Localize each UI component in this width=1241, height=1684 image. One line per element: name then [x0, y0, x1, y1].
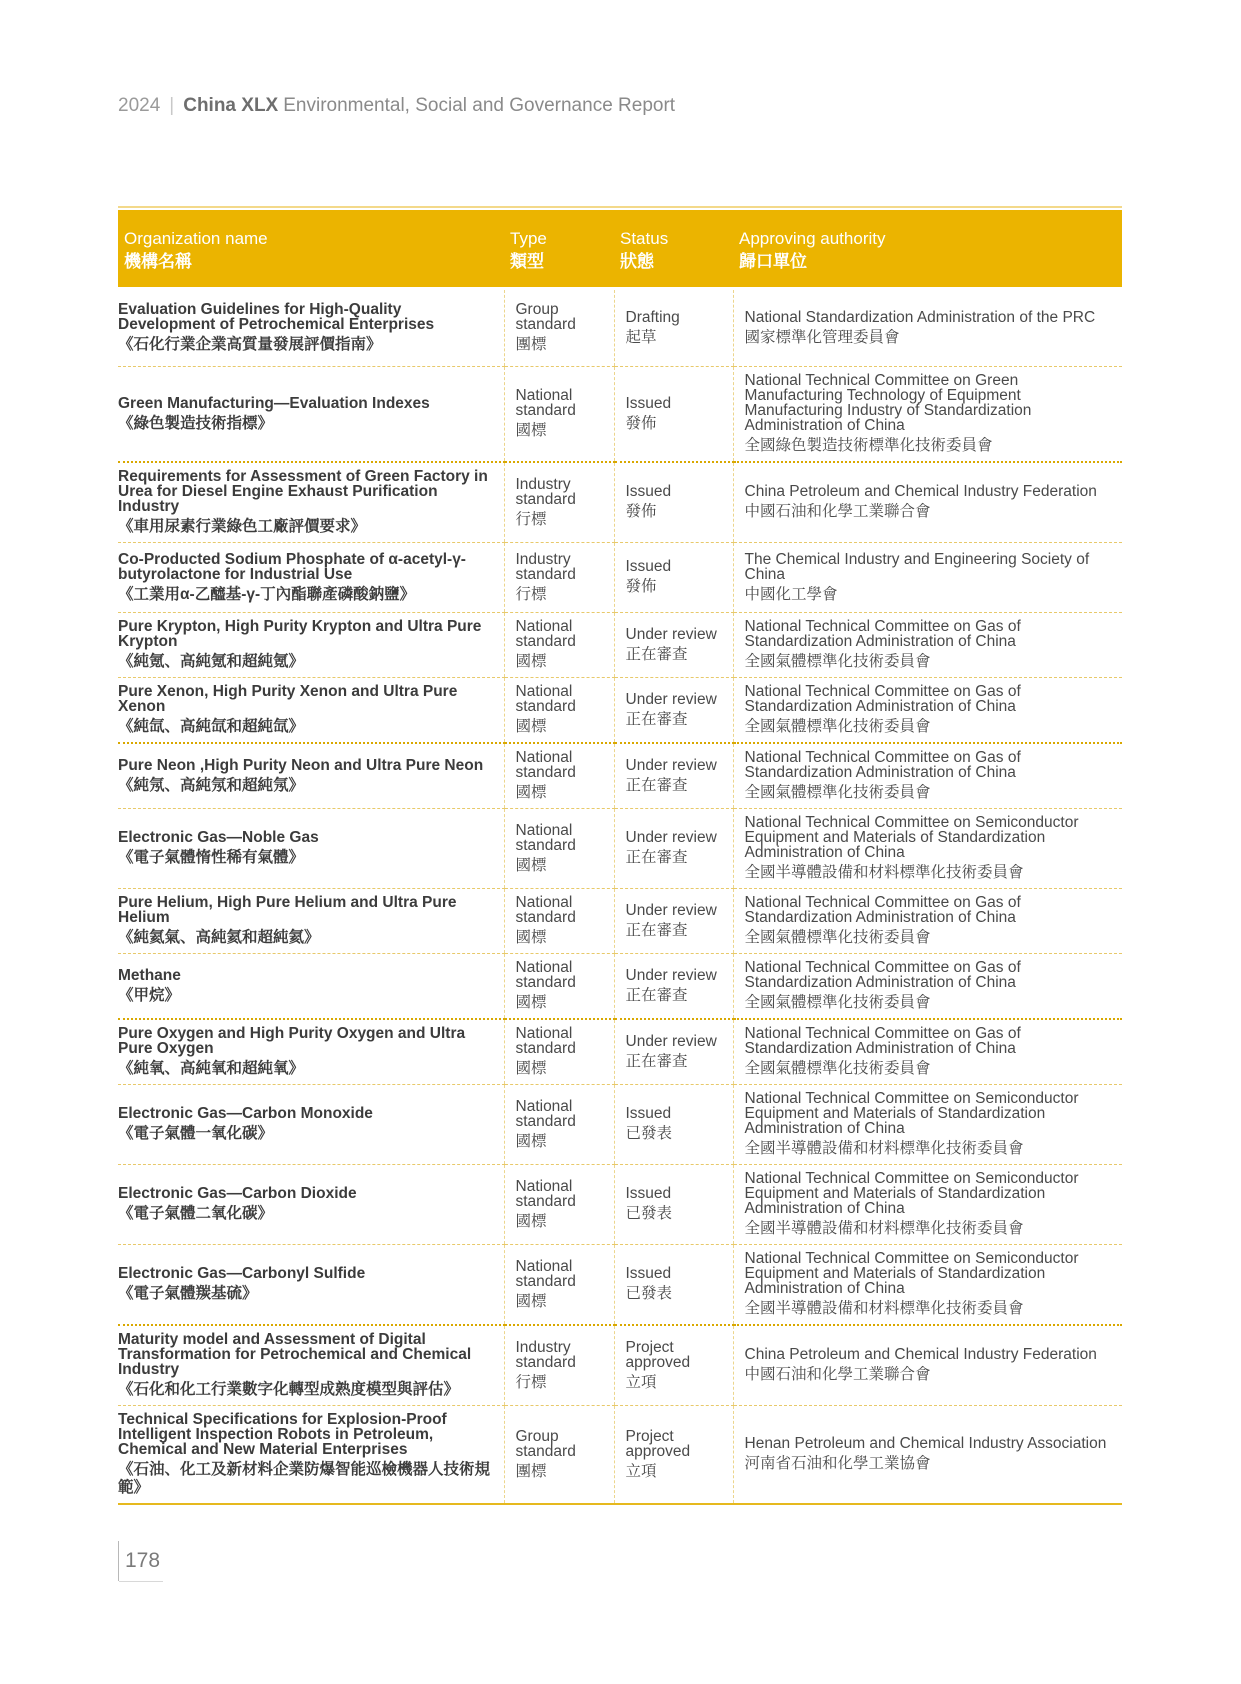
type-cell: [504, 613, 614, 678]
approving-authority-cell: [733, 367, 1122, 463]
standard-name-zh: 《電子氣體二氧化碳》: [118, 1205, 274, 1222]
status-zh: 正在審查: [625, 1052, 688, 1070]
status-en: Issued: [625, 1265, 672, 1282]
organization-name-cell: [118, 462, 504, 543]
approving-authority-cell: [733, 1165, 1122, 1245]
organization-name-cell: [118, 889, 504, 954]
approving-authority-cell: [733, 543, 1122, 613]
status-en: Under review: [625, 690, 717, 708]
type-zh: 國標: [515, 1060, 547, 1077]
approving-authority-cell: [733, 1245, 1122, 1326]
authority-en: The Chemical Industry and Engineering Society of China: [744, 550, 1090, 583]
type-en: Industry standard: [515, 1338, 576, 1371]
organization-name-cell: [118, 1325, 504, 1406]
table-row: [118, 809, 1122, 889]
standard-name-zh: 《石油、化工及新材料企業防爆智能巡檢機器人技術規範》: [118, 1461, 491, 1496]
standard-name-en: Methane: [118, 966, 181, 984]
type-en: Industry standard: [515, 550, 576, 583]
status-en: Under review: [625, 756, 717, 774]
type-zh: 國標: [515, 1132, 547, 1150]
table-row: [118, 1019, 1122, 1085]
approving-authority-cell: [733, 462, 1122, 543]
status-zh: 發佈: [625, 414, 657, 432]
status-cell: [614, 889, 733, 954]
organization-name-cell: [118, 1085, 504, 1165]
authority-en: National Technical Committee on Gas of Standardization Administration of China: [744, 894, 1021, 926]
type-cell: [504, 289, 614, 367]
authority-zh: 全國半導體設備和材料標準化技術委員會: [744, 1300, 1024, 1317]
header-organization-name: Organization name 機構名稱: [118, 210, 504, 289]
status-zh: 正在審查: [625, 645, 688, 663]
authority-en: National Technical Committee on Gas of Standardization Administration of China: [744, 683, 1021, 715]
status-en: Issued: [625, 558, 672, 575]
status-en: Issued: [625, 1185, 672, 1202]
status-en: Under review: [625, 829, 717, 846]
approving-authority-cell: [733, 889, 1122, 954]
standard-name-en: Requirements for Assessment of Green Factory in Urea for Diesel Engine Exhaust Purification Industry: [118, 468, 488, 515]
authority-en: National Technical Committee on Semiconductor Equipment and Materials of Standardization Administration of China: [744, 814, 1079, 861]
authority-zh: 全國綠色製造技術標準化技術委員會: [744, 437, 993, 454]
authority-en: National Technical Committee on Semiconductor Equipment and Materials of Standardization Administration of China: [744, 1170, 1079, 1217]
table-top-rule: [118, 206, 1122, 208]
table-row: [118, 367, 1122, 463]
standard-name-zh: 《綠色製造技術指標》: [118, 414, 274, 432]
type-zh: 國標: [515, 856, 547, 874]
type-en: Group standard: [515, 1427, 576, 1460]
authority-zh: 全國氣體標準化技術委員會: [744, 1060, 931, 1077]
authority-en: National Technical Committee on Gas of Standardization Administration of China: [744, 959, 1021, 991]
company-name: China XLX: [183, 95, 279, 116]
organization-name-cell: [118, 678, 504, 744]
standard-name-en: Co-Producted Sodium Phosphate of α-acetyl-γ-butyrolactone for Industrial Use: [118, 550, 466, 583]
type-cell: [504, 1019, 614, 1085]
report-year: 2024: [118, 95, 161, 116]
status-en: Issued: [625, 483, 672, 500]
type-en: Group standard: [515, 301, 576, 333]
standards-table: [118, 210, 1122, 1505]
header-status: Status 狀態: [614, 210, 733, 289]
type-cell: [504, 367, 614, 463]
type-zh: 國標: [515, 718, 547, 735]
type-cell: [504, 462, 614, 543]
type-zh: 行標: [515, 510, 547, 528]
standard-name-en: Electronic Gas—Carbon Dioxide: [118, 1185, 357, 1202]
type-cell: [504, 1085, 614, 1165]
approving-authority-cell: [733, 613, 1122, 678]
organization-name-cell: [118, 743, 504, 809]
header-approving-authority: Approving authority 歸口單位: [733, 210, 1122, 289]
type-cell: [504, 743, 614, 809]
standard-name-zh: 《石化和化工行業數字化轉型成熟度模型與評估》: [118, 1381, 460, 1398]
standard-name-zh: 《車用尿素行業綠色工廠評價要求》: [118, 518, 367, 535]
status-cell: [614, 289, 733, 367]
table-row: [118, 678, 1122, 744]
standard-name-zh: 《純氪、高純氪和超純氪》: [118, 653, 305, 670]
organization-name-cell: [118, 1165, 504, 1245]
status-cell: [614, 954, 733, 1020]
table-row: [118, 289, 1122, 367]
authority-zh: 全國氣體標準化技術委員會: [744, 784, 931, 801]
status-cell: [614, 543, 733, 613]
standard-name-zh: 《電子氣體一氧化碳》: [118, 1125, 274, 1142]
status-cell: [614, 1019, 733, 1085]
status-en: Project approved: [625, 1338, 691, 1371]
table-row: [118, 543, 1122, 613]
standard-name-zh: 《純氙、高純氙和超純氙》: [118, 718, 305, 735]
standards-table-container: [118, 206, 1122, 1505]
status-cell: [614, 1245, 733, 1326]
status-en: Under review: [625, 625, 717, 643]
type-zh: 國標: [515, 994, 547, 1011]
authority-zh: 全國半導體設備和材料標準化技術委員會: [744, 1220, 1024, 1237]
type-cell: [504, 1165, 614, 1245]
organization-name-cell: [118, 1019, 504, 1085]
organization-name-cell: [118, 1245, 504, 1326]
type-en: National standard: [515, 1025, 576, 1057]
standard-name-en: Green Manufacturing—Evaluation Indexes: [118, 394, 430, 412]
authority-zh: 中國化工學會: [744, 585, 838, 603]
authority-zh: 全國氣體標準化技術委員會: [744, 718, 931, 735]
authority-en: China Petroleum and Chemical Industry Federation: [744, 483, 1097, 500]
type-en: National standard: [515, 894, 576, 926]
table-row: [118, 889, 1122, 954]
authority-en: National Technical Committee on Gas of Standardization Administration of China: [744, 618, 1021, 650]
type-en: National standard: [515, 1257, 576, 1290]
type-zh: 國標: [515, 784, 547, 801]
organization-name-cell: [118, 954, 504, 1020]
type-zh: 國標: [515, 422, 547, 439]
status-zh: 正在審查: [625, 776, 688, 794]
status-cell: [614, 678, 733, 744]
type-en: National standard: [515, 1177, 576, 1210]
standard-name-zh: 《電子氣體羰基硫》: [118, 1285, 258, 1302]
standard-name-en: Maturity model and Assessment of Digital Transformation for Petrochemical and Chemical Industry: [118, 1331, 472, 1378]
table-row: [118, 1406, 1122, 1505]
status-zh: 已發表: [625, 1205, 673, 1222]
report-title: Environmental, Social and Governance Report: [283, 95, 676, 116]
status-zh: 發佈: [625, 503, 657, 520]
authority-en: National Technical Committee on Gas of Standardization Administration of China: [744, 749, 1021, 781]
standard-name-en: Electronic Gas—Carbon Monoxide: [118, 1105, 373, 1122]
authority-en: Henan Petroleum and Chemical Industry Association: [744, 1435, 1107, 1452]
type-zh: 國標: [515, 653, 547, 670]
organization-name-cell: [118, 613, 504, 678]
approving-authority-cell: [733, 1085, 1122, 1165]
table-row: [118, 1325, 1122, 1406]
type-zh: 行標: [515, 1373, 547, 1391]
standard-name-en: Pure Krypton, High Purity Krypton and Ultra Pure Krypton: [118, 618, 482, 650]
authority-zh: 全國氣體標準化技術委員會: [744, 994, 931, 1011]
status-cell: [614, 1325, 733, 1406]
organization-name-cell: [118, 289, 504, 367]
approving-authority-cell: [733, 1406, 1122, 1505]
status-zh: 正在審查: [625, 710, 688, 728]
approving-authority-cell: [733, 678, 1122, 744]
standard-name-zh: 《石化行業企業高質量發展評價指南》: [118, 336, 382, 353]
status-en: Drafting: [625, 308, 680, 326]
approving-authority-cell: [733, 289, 1122, 367]
authority-zh: 全國氣體標準化技術委員會: [744, 653, 931, 670]
type-cell: [504, 1325, 614, 1406]
authority-zh: 全國半導體設備和材料標準化技術委員會: [744, 864, 1024, 881]
standard-name-zh: 《純氖、高純氖和超純氖》: [118, 776, 305, 794]
standard-name-en: Electronic Gas—Noble Gas: [118, 829, 319, 846]
status-cell: [614, 809, 733, 889]
status-en: Under review: [625, 901, 717, 919]
type-cell: [504, 1406, 614, 1505]
authority-en: National Technical Committee on Green Manufacturing Technology of Equipment Manufacturing Industry of Standardization Administration of China: [744, 372, 1032, 434]
authority-zh: 國家標準化管理委員會: [744, 328, 900, 346]
page-number: 178: [118, 1541, 160, 1581]
table-row: [118, 613, 1122, 678]
table-row: [118, 1085, 1122, 1165]
table-header-row: [118, 210, 1122, 289]
table-row: [118, 462, 1122, 543]
type-cell: [504, 889, 614, 954]
approving-authority-cell: [733, 954, 1122, 1020]
status-en: Issued: [625, 394, 672, 412]
authority-zh: 全國氣體標準化技術委員會: [744, 929, 931, 946]
status-zh: 正在審查: [625, 849, 688, 866]
status-zh: 發佈: [625, 578, 657, 595]
status-zh: 已發表: [625, 1125, 673, 1142]
standard-name-en: Pure Oxygen and High Purity Oxygen and Ultra Pure Oxygen: [118, 1025, 466, 1057]
authority-zh: 全國半導體設備和材料標準化技術委員會: [744, 1140, 1024, 1157]
type-cell: [504, 1245, 614, 1326]
standard-name-en: Technical Specifications for Explosion-Proof Intelligent Inspection Robots in Petroleum, Chemical and New Material Enterprises: [118, 1411, 447, 1458]
status-cell: [614, 1165, 733, 1245]
authority-en: National Technical Committee on Gas of Standardization Administration of China: [744, 1025, 1021, 1057]
table-row: [118, 1165, 1122, 1245]
status-cell: [614, 1406, 733, 1505]
table-row: [118, 954, 1122, 1020]
organization-name-cell: [118, 1406, 504, 1505]
type-en: National standard: [515, 821, 576, 854]
type-cell: [504, 678, 614, 744]
standard-name-en: Pure Xenon, High Purity Xenon and Ultra Pure Xenon: [118, 683, 458, 715]
status-zh: 立項: [625, 1462, 657, 1480]
authority-en: China Petroleum and Chemical Industry Federation: [744, 1346, 1097, 1363]
table-row: [118, 743, 1122, 809]
standard-name-en: Pure Neon ,High Purity Neon and Ultra Pure Neon: [118, 756, 484, 774]
type-zh: 國標: [515, 929, 547, 946]
authority-zh: 河南省石油和化學工業協會: [744, 1455, 931, 1472]
header-type: Type 類型: [504, 210, 614, 289]
organization-name-cell: [118, 809, 504, 889]
type-en: National standard: [515, 387, 576, 419]
authority-en: National Standardization Administration of the PRC: [744, 308, 1096, 326]
approving-authority-cell: [733, 1325, 1122, 1406]
status-en: Under review: [625, 966, 717, 984]
status-cell: [614, 462, 733, 543]
status-zh: 正在審查: [625, 921, 688, 939]
authority-en: National Technical Committee on Semiconductor Equipment and Materials of Standardization Administration of China: [744, 1250, 1079, 1297]
type-cell: [504, 954, 614, 1020]
status-cell: [614, 613, 733, 678]
header-separator: |: [169, 95, 175, 116]
type-cell: [504, 809, 614, 889]
table-row: [118, 1245, 1122, 1326]
type-zh: 行標: [515, 585, 547, 603]
type-en: National standard: [515, 1097, 576, 1130]
organization-name-cell: [118, 543, 504, 613]
status-zh: 立項: [625, 1373, 657, 1391]
type-cell: [504, 543, 614, 613]
authority-zh: 中國石油和化學工業聯合會: [744, 503, 931, 520]
type-en: Industry standard: [515, 475, 576, 508]
standard-name-zh: 《電子氣體惰性稀有氣體》: [118, 849, 305, 866]
type-zh: 團標: [515, 1462, 547, 1480]
type-en: National standard: [515, 959, 576, 991]
status-en: Project approved: [625, 1427, 691, 1460]
standard-name-zh: 《甲烷》: [118, 986, 181, 1004]
authority-zh: 中國石油和化學工業聯合會: [744, 1366, 931, 1383]
standard-name-en: Electronic Gas—Carbonyl Sulfide: [118, 1265, 366, 1282]
type-en: National standard: [515, 683, 576, 715]
approving-authority-cell: [733, 809, 1122, 889]
standard-name-en: Pure Helium, High Pure Helium and Ultra Pure Helium: [118, 894, 457, 926]
page-header: [118, 95, 675, 117]
type-zh: 國標: [515, 1292, 547, 1310]
status-cell: [614, 1085, 733, 1165]
type-zh: 團標: [515, 336, 547, 353]
status-zh: 起草: [625, 328, 657, 346]
status-cell: [614, 743, 733, 809]
standard-name-zh: 《工業用α-乙醯基-γ-丁內酯聯產磷酸鈉鹽》: [118, 585, 416, 603]
status-en: Under review: [625, 1032, 717, 1050]
type-zh: 國標: [515, 1212, 547, 1230]
status-zh: 正在審查: [625, 986, 688, 1004]
type-en: National standard: [515, 618, 576, 650]
approving-authority-cell: [733, 1019, 1122, 1085]
table-body: [118, 289, 1122, 1505]
status-zh: 已發表: [625, 1285, 673, 1302]
standard-name-zh: 《純氦氣、高純氦和超純氦》: [118, 929, 320, 946]
status-cell: [614, 367, 733, 463]
standard-name-en: Evaluation Guidelines for High-Quality Development of Petrochemical Enterprises: [118, 301, 435, 333]
type-en: National standard: [515, 749, 576, 781]
status-en: Issued: [625, 1105, 672, 1122]
authority-en: National Technical Committee on Semiconductor Equipment and Materials of Standardization Administration of China: [744, 1090, 1079, 1137]
organization-name-cell: [118, 367, 504, 463]
approving-authority-cell: [733, 743, 1122, 809]
standard-name-zh: 《純氧、高純氧和超純氧》: [118, 1060, 305, 1077]
